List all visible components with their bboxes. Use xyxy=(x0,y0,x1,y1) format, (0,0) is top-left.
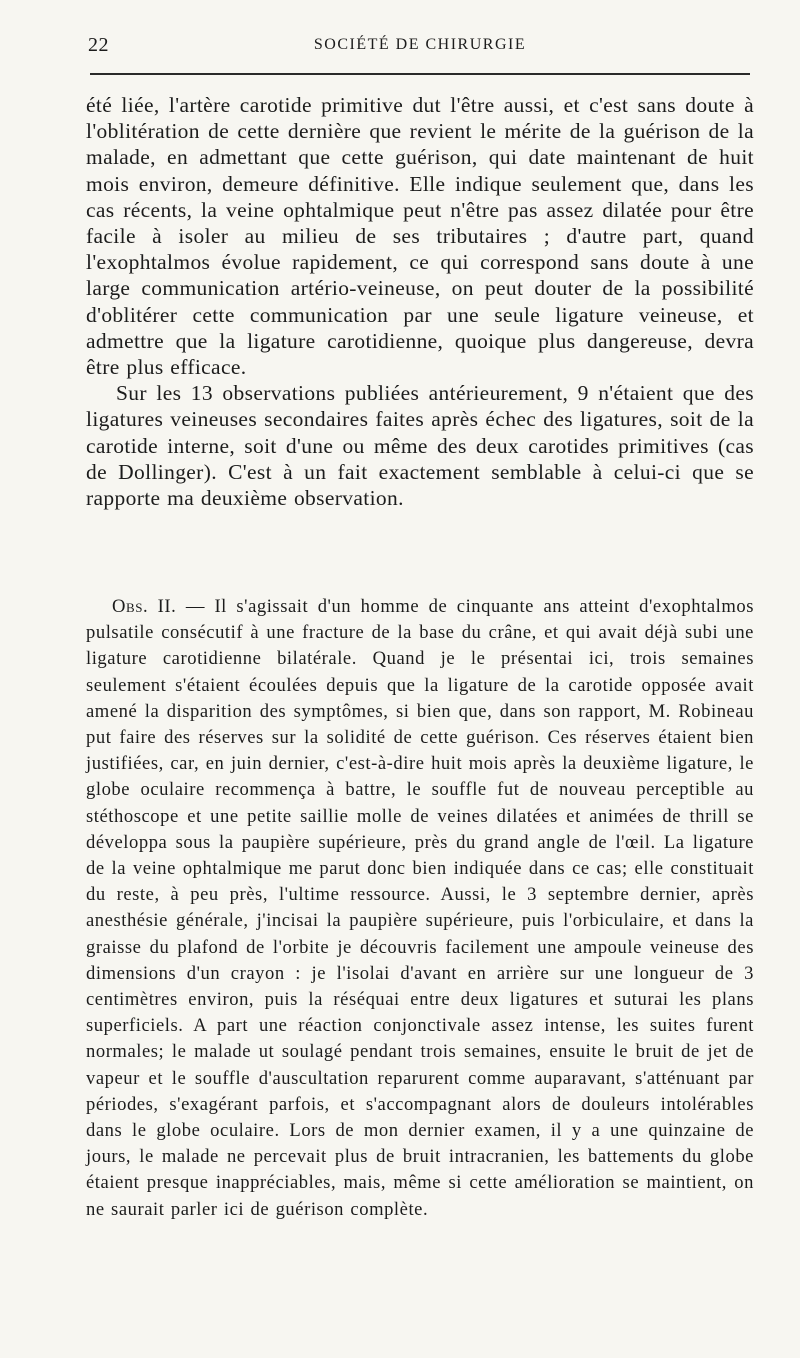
header-rule xyxy=(90,73,750,75)
observation-block xyxy=(86,594,754,1223)
paragraph: Sur les 13 observations publiées antérieurement, 9 n'étaient que des ligatures veineuses secondaires faites après échec des ligatures, soit de la carotide interne, soit d'une ou même des deux carotides primitives (cas de Dollinger). C'est à un fait exactement semblable à celui-ci que se rapporte ma deuxième observation. xyxy=(86,381,754,511)
body-text xyxy=(86,92,754,511)
page-number: 22 xyxy=(88,34,109,56)
paragraph: été liée, l'artère carotide primitive dut l'être aussi, et c'est sans doute à l'oblitération de cette dernière que revient le mérite de la guérison de la malade, en admettant que cette guérison, qui date maintenant de huit mois environ, demeure définitive. Elle indique seulement que, dans les cas récents, la veine ophtalmique peut n'être pas assez dilatée pour être facile à isoler au milieu de ses tributaires ; d'autre part, quand l'exophtalmos évolue rapidement, ce qui correspond sans doute à une large communication artério-veineuse, on peut douter de la possibilité d'oblitérer cette communication par une seule ligature veineuse, et admettre que la ligature carotidienne, quoique plus dangereuse, devra être plus efficace. xyxy=(86,93,754,380)
observation-text: — Il s'agissait d'un homme de cinquante ans atteint d'exophtalmos pulsatile consécutif à une fracture de la base du crâne, et qui avait déjà subi une ligature carotidienne bilatérale. Quand je le présentai ici, trois semaines seulement s'étaient écoulées depuis que la ligature de la carotide opposée avait amené la disparition des symptômes, si bien que, dans son rapport, M. Robineau put faire des réserves sur la solidité de cette guérison. Ces réserves étaient bien justifiées, car, en juin dernier, c'est-à-dire huit mois après la deuxième ligature, le globe oculaire recommença à battre, le souffle fut de nouveau perceptible au stéthoscope et une petite saillie molle de veines dilatées et animées de thrill se développa sous la paupière supérieure, près du grand angle de l'œil. La ligature de la veine ophtalmique me parut donc bien indiquée dans ce cas; elle constituait du reste, à peu près, l'ultime ressource. Aussi, le 3 septembre dernier, après anesthésie générale, j'incisai la paupière supérieure, puis l'orbiculaire, et dans la graisse du plafond de l'orbite je découvris facilement une ampoule veineuse des dimensions d'un crayon : je l'isolai d'avant en arrière sur une longueur de 3 centimètres environ, puis la réséquai entre deux ligatures et suturai les plans superficiels. A part une réaction conjonctivale assez intense, les suites furent normales; le malade ut soulagé pendant trois semaines, ensuite le bruit de jet de vapeur et le souffle d'auscultation reparurent comme auparavant, s'atténuant par périodes, s'exagérant parfois, et s'accompagnant alors de douleurs intolérables dans le globe oculaire. Lors de mon dernier examen, il y a une quinzaine de jours, le malade ne percevait plus de bruit intracranien, les battements du globe étaient presque inappréciables, mais, même si cette amélioration se maintient, on ne saurait parler ici de guérison complète. xyxy=(86,596,754,1220)
running-title: SOCIÉTÉ DE CHIRURGIE xyxy=(313,36,527,53)
page-header xyxy=(88,34,752,60)
observation-paragraph xyxy=(86,594,754,1223)
observation-label: Obs. II. xyxy=(112,596,177,617)
